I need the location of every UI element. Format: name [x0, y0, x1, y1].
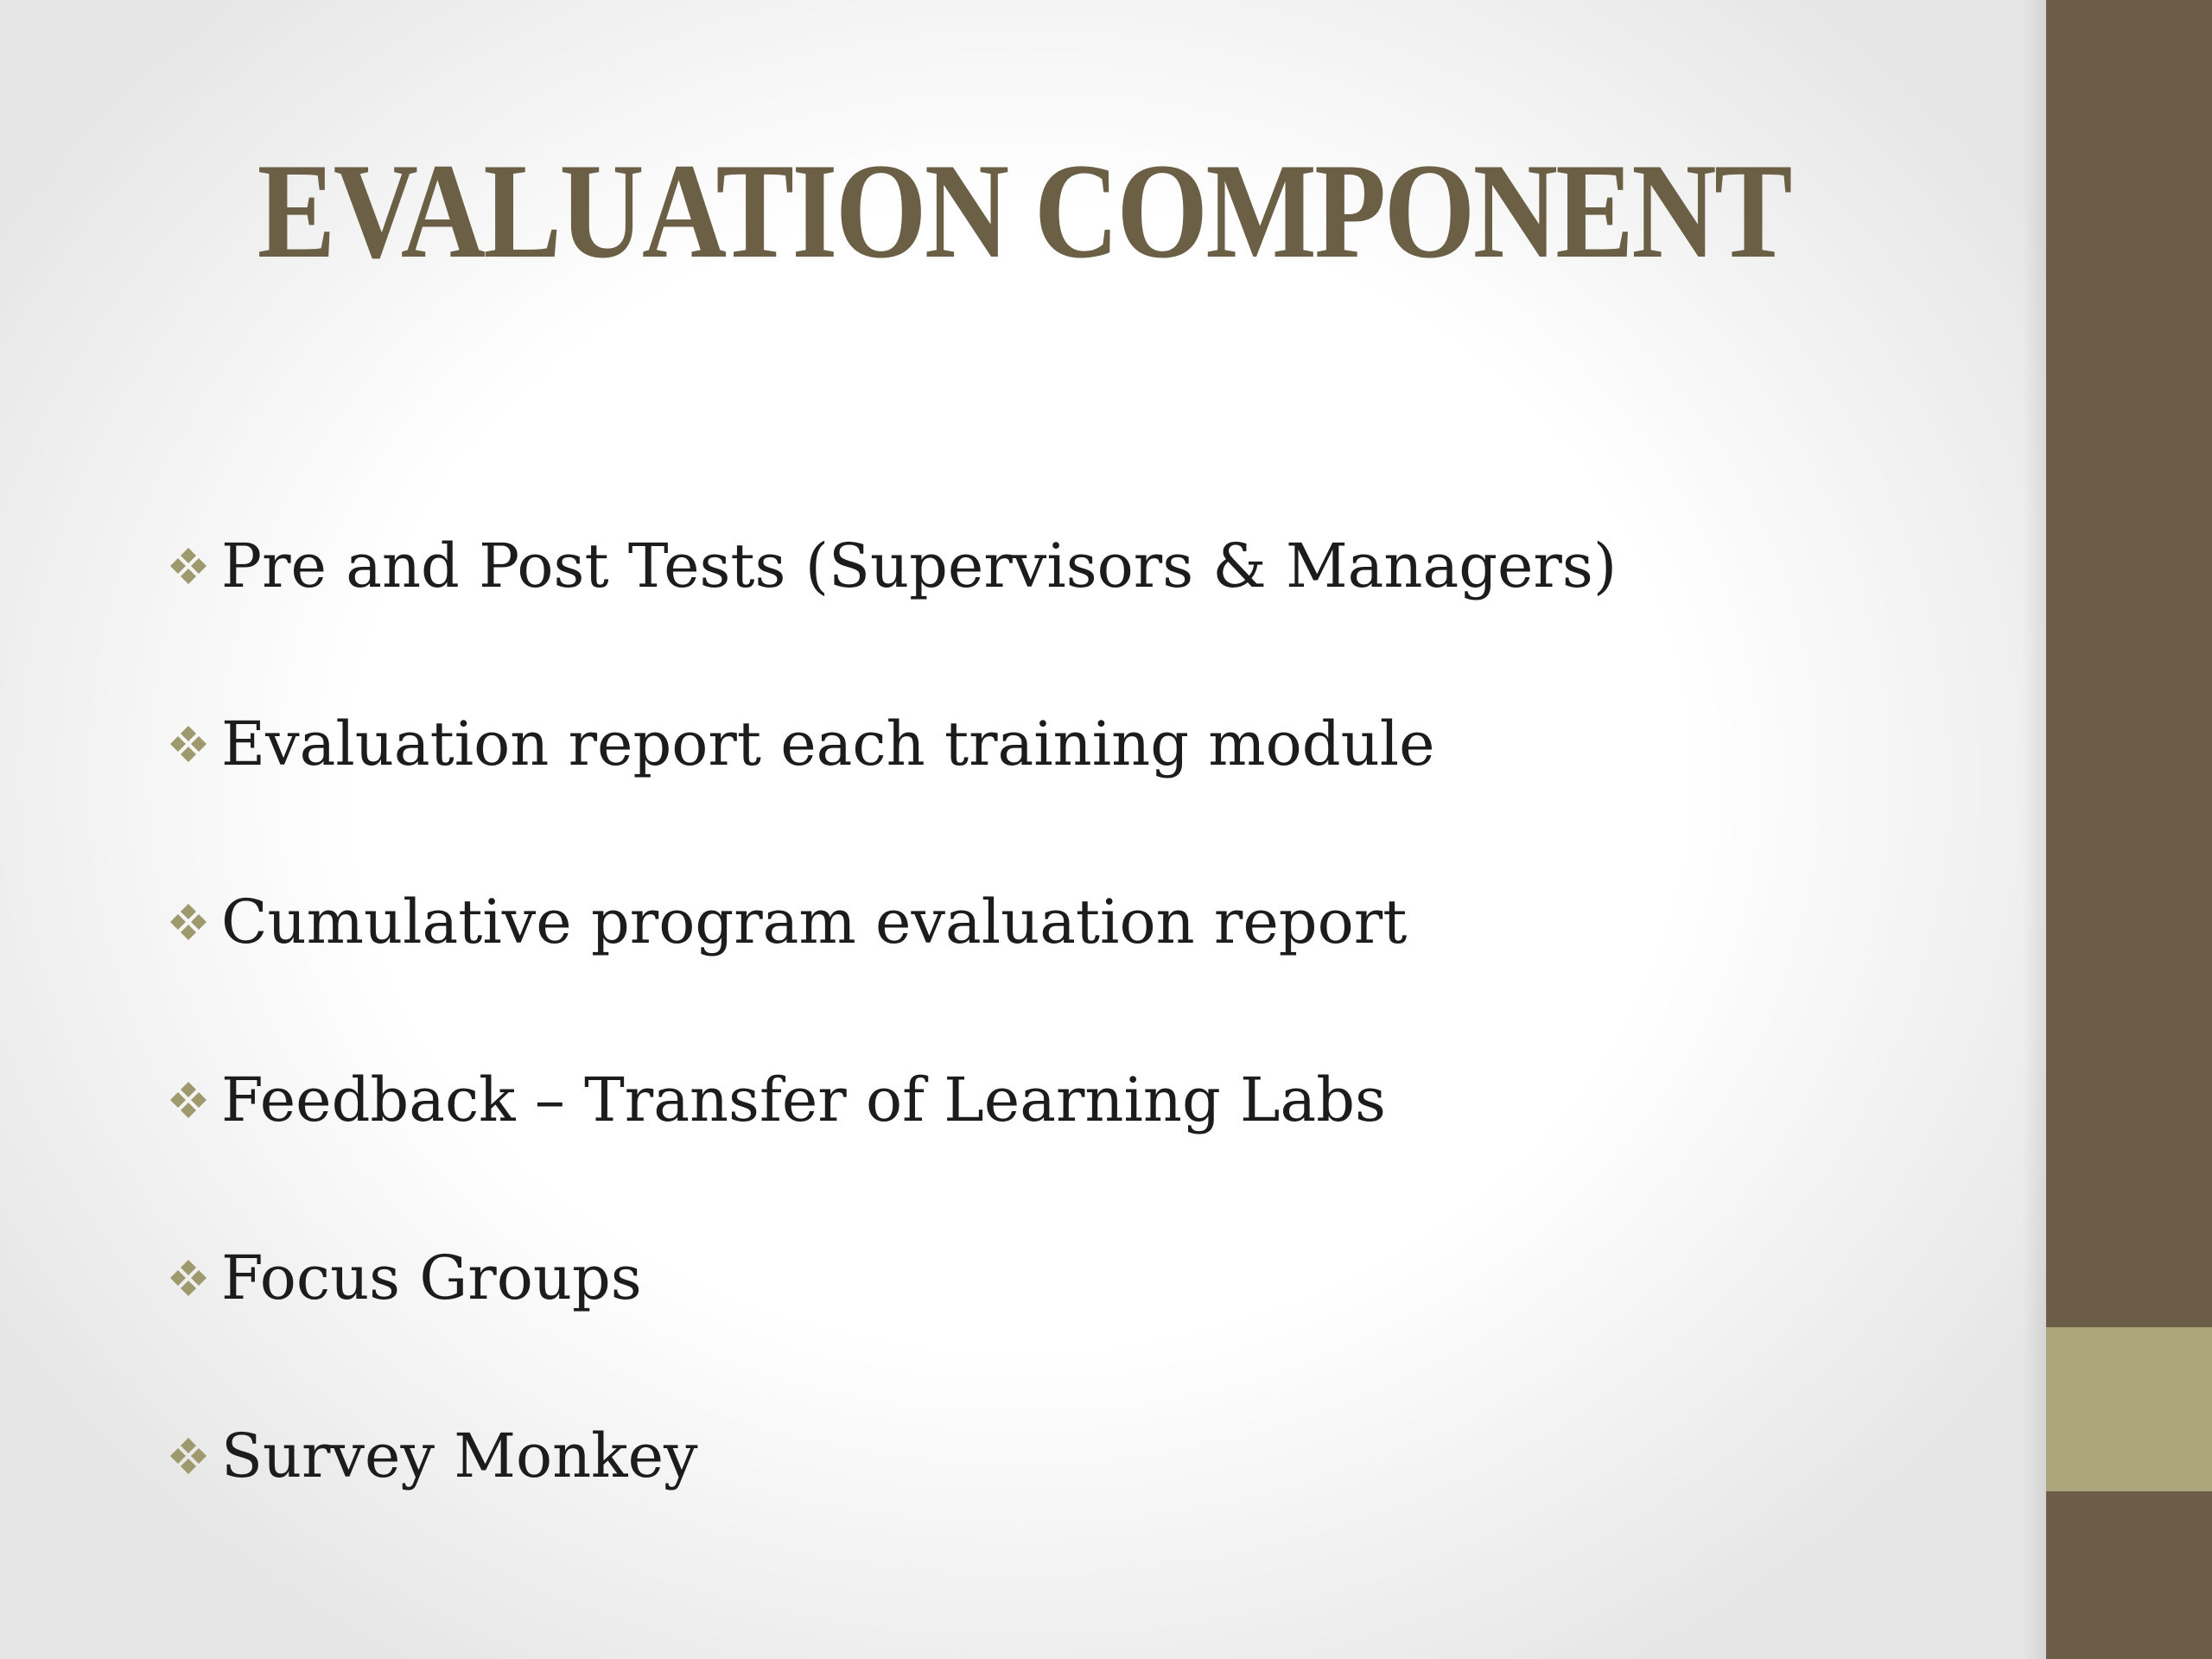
side-bar-shadow — [2022, 0, 2046, 1659]
four-diamond-bullet-icon — [164, 1069, 221, 1131]
list-item-text: Evaluation report each training module — [221, 709, 1435, 779]
four-diamond-bullet-icon — [164, 535, 221, 597]
list-item — [164, 833, 1979, 1011]
list-item — [164, 477, 1979, 655]
four-diamond-bullet-icon — [164, 891, 221, 953]
four-diamond-bullet-icon — [164, 1425, 221, 1487]
list-item-text: Feedback – Transfer of Learning Labs — [221, 1065, 1386, 1135]
four-diamond-bullet-icon — [164, 713, 221, 775]
bullet-list — [164, 477, 1979, 1545]
list-item-text: Survey Monkey — [221, 1421, 698, 1491]
list-item-text: Pre and Post Tests (Supervisors & Managers) — [221, 531, 1618, 601]
list-item — [164, 655, 1979, 833]
four-diamond-bullet-icon — [164, 1247, 221, 1309]
list-item — [164, 1189, 1979, 1367]
list-item — [164, 1011, 1979, 1189]
list-item — [164, 1367, 1979, 1545]
slide-title: EVALUATION COMPONENT — [257, 136, 1790, 287]
list-item-text: Focus Groups — [221, 1243, 642, 1313]
list-item-text: Cumulative program evaluation report — [221, 887, 1408, 957]
side-bar-accent — [2046, 1327, 2212, 1491]
